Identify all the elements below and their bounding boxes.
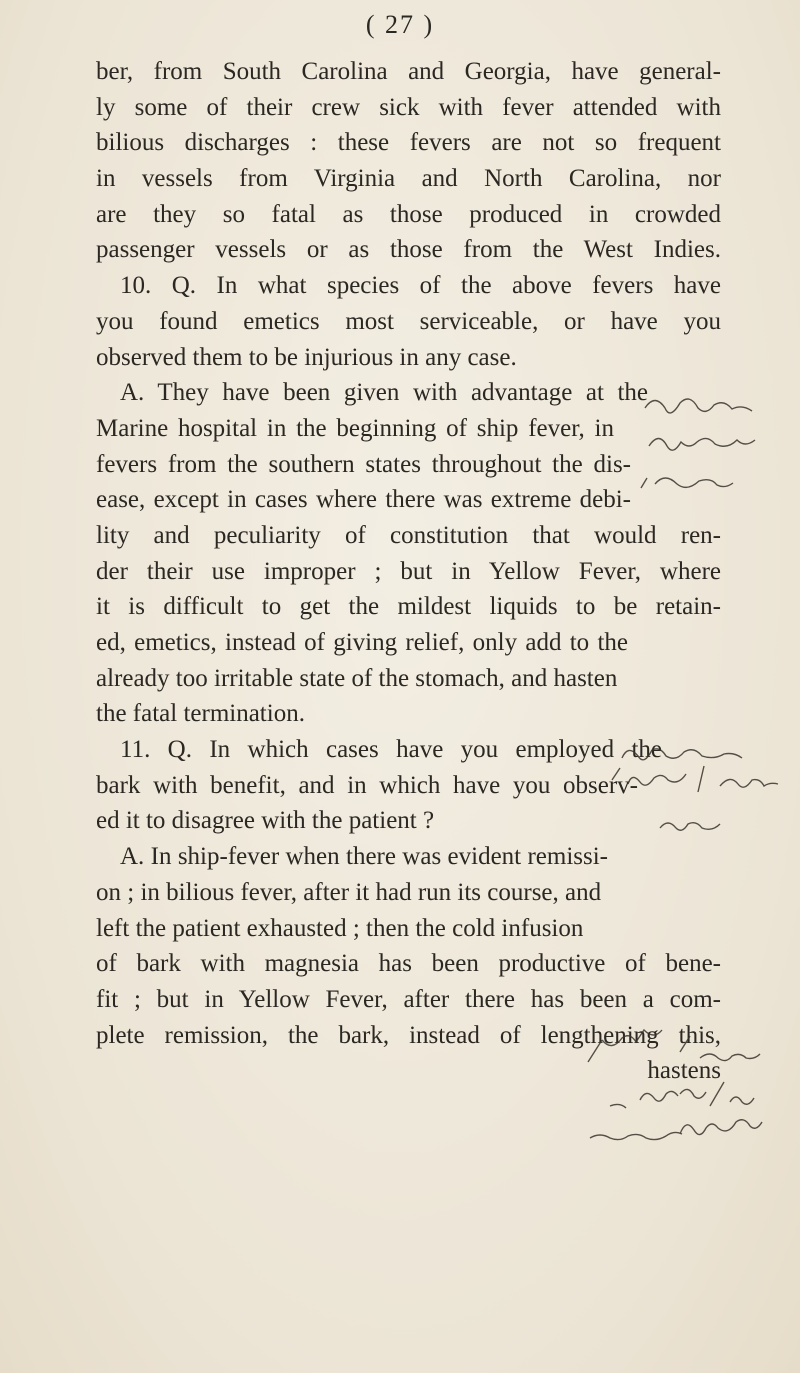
- page-number: ( 27 ): [365, 10, 435, 39]
- text-line: ly some of their crew sick with fever attended with: [96, 93, 721, 121]
- catchword: hastens: [647, 1057, 721, 1085]
- text-body: [96, 54, 721, 1089]
- text-line: of bark with magnesia has been productive of bene-: [96, 950, 721, 978]
- text-line: observed them to be injurious in any case.: [96, 343, 517, 371]
- text-line: ber, from South Carolina and Georgia, have general-: [96, 58, 721, 85]
- text-line: ed it to disagree with the patient ?: [96, 807, 435, 835]
- text-line: der their use improper ; but in Yellow Fever, where: [96, 557, 721, 585]
- text-line: passenger vessels or as those from the West Indies.: [96, 236, 721, 264]
- text-line: fit ; but in Yellow Fever, after there has been a com-: [96, 985, 721, 1013]
- text-line: bilious discharges : these fevers are not so frequent: [96, 129, 721, 157]
- text-line: are they so fatal as those produced in crowded: [96, 200, 721, 228]
- text-line: Marine hospital in the beginning of ship fever, in: [96, 414, 614, 442]
- text-line: plete remission, the bark, instead of lengthening this,: [96, 1021, 721, 1049]
- text-line: bark with benefit, and in which have you observ-: [96, 771, 638, 799]
- text-line: fevers from the southern states throughout the dis-: [96, 450, 631, 478]
- text-line: A. They have been given with advantage at the: [120, 379, 648, 407]
- text-line: ed, emetics, instead of giving relief, only add to the: [96, 629, 628, 656]
- text-line: you found emetics most serviceable, or have you: [96, 307, 721, 335]
- text-line: A. In ship-fever when there was evident remissi-: [120, 843, 608, 871]
- text-line: 10. Q. In what species of the above fevers have: [120, 272, 721, 300]
- text-line: in vessels from Virginia and North Carolina, nor: [96, 165, 721, 193]
- text-line: 11. Q. In which cases have you employed the: [120, 736, 662, 764]
- text-line: lity and peculiarity of constitution that would ren-: [96, 521, 721, 549]
- text-line: it is difficult to get the mildest liquids to be retain-: [96, 593, 721, 621]
- text-line: the fatal termination.: [96, 700, 305, 728]
- text-line: already too irritable state of the stomach, and hasten: [96, 664, 618, 692]
- text-line: ease, except in cases where there was extreme debi-: [96, 486, 631, 514]
- text-line: left the patient exhausted ; then the cold infusion: [96, 914, 584, 942]
- text-line: on ; in bilious fever, after it had run its course, and: [96, 878, 602, 906]
